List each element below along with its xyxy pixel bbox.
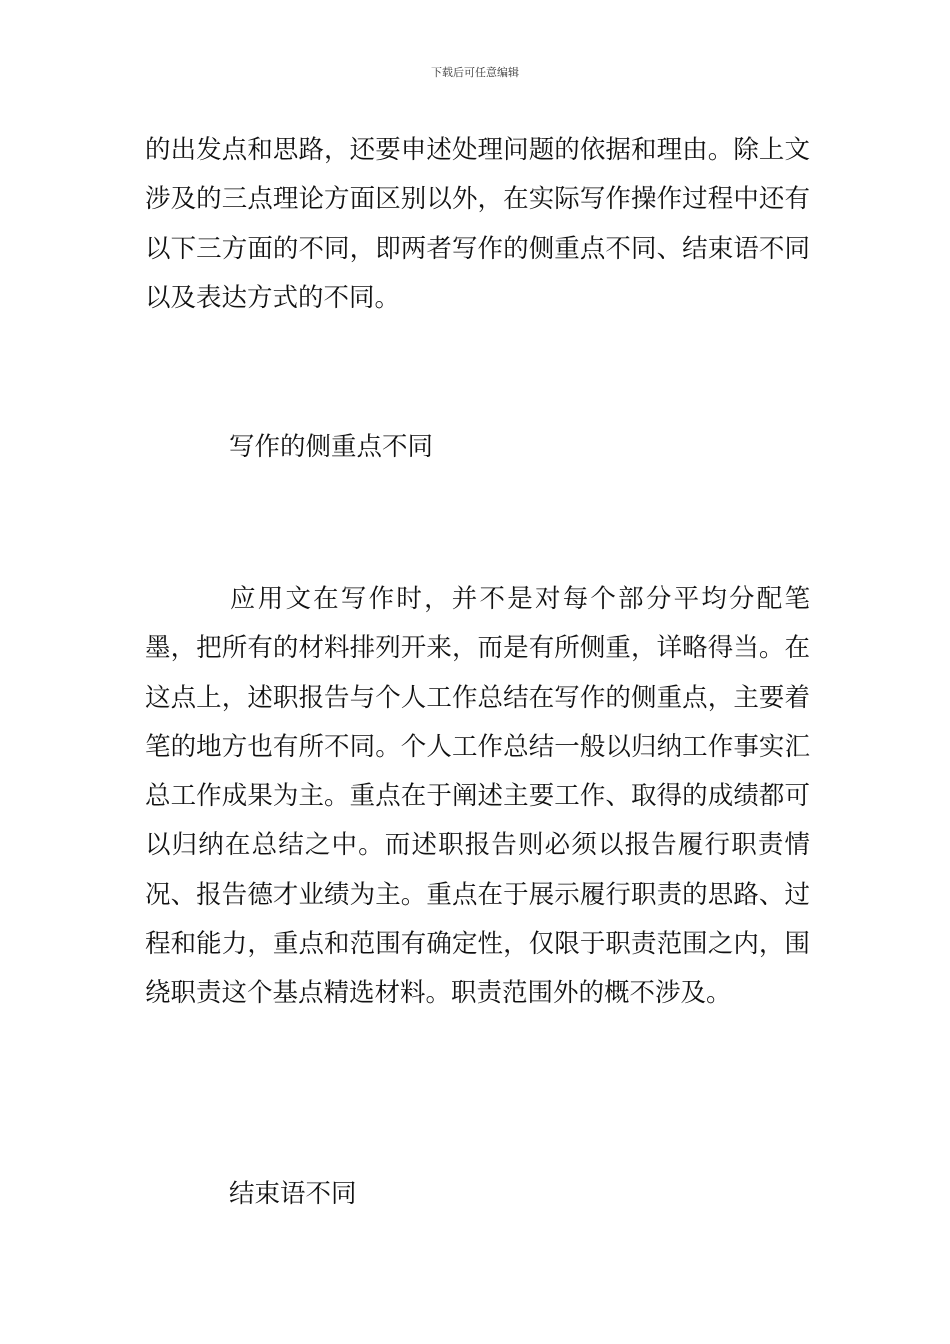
body-paragraph-1: 的出发点和思路，还要申述处理问题的依据和理由。除上文涉及的三点理论方面区别以外，在实际写作操作过程中还有以下三方面的不同，即两者写作的侧重点不同、结束语不同以及表达方式的不同。 [145, 135, 810, 313]
section-heading-focus: 写作的侧重点不同 [229, 432, 434, 462]
section-heading-conclusion: 结束语不同 [229, 1179, 357, 1209]
page-header-note: 下载后可任意编辑 [431, 66, 519, 79]
body-paragraph-2: 应用文在写作时，并不是对每个部分平均分配笔墨，把所有的材料排列开来，而是有所侧重，详略得当。在这点上，述职报告与个人工作总结在写作的侧重点，主要着笔的地方也有所不同。个人工作总结一般以归纳工作事实汇总工作成果为主。重点在于阐述主要工作、取得的成绩都可以归纳在总结之中。而述职报告则必须以报告履行职责情况、报告德才业绩为主。重点在于展示履行职责的思路、过程和能力，重点和范围有确定性，仅限于职责范围之内，围绕职责这个基点精选材料。职责范围外的概不涉及。 [145, 584, 810, 1009]
